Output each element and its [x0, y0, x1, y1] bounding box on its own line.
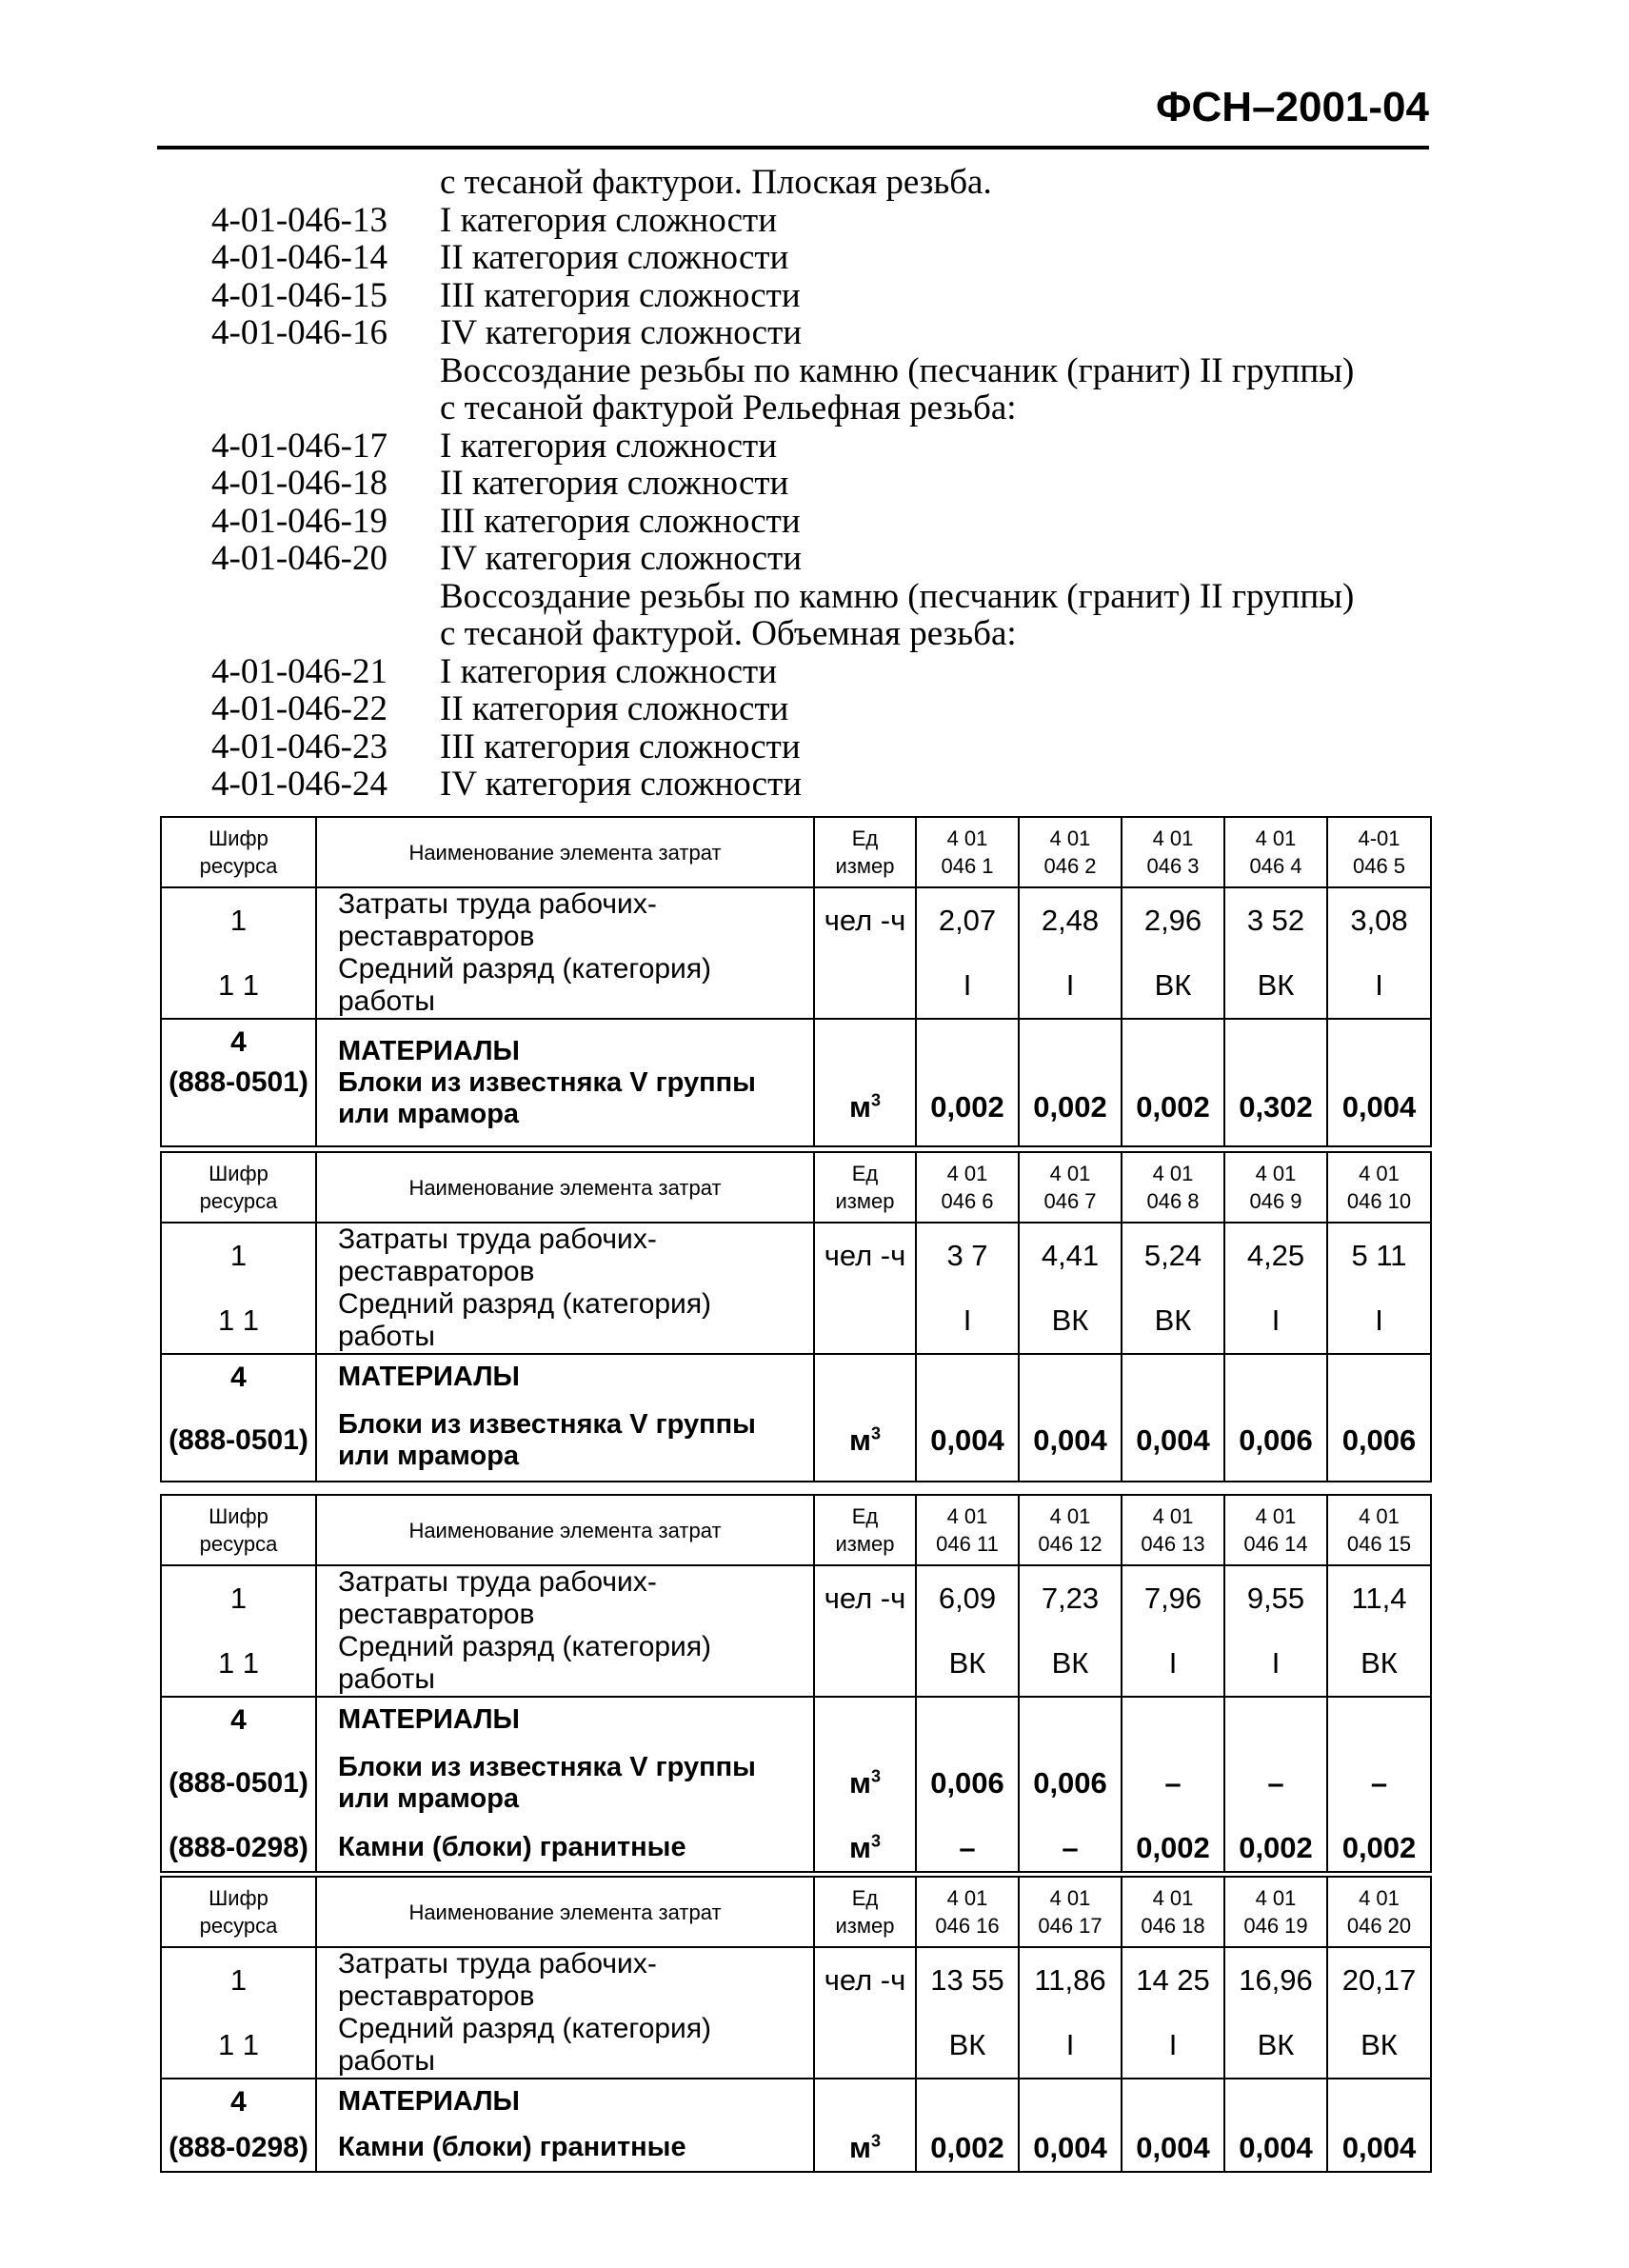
col-norm-header: 4 01 046 9 — [1224, 1152, 1327, 1223]
material-value: 0,004 — [1224, 2124, 1327, 2172]
grade-name: Средний разряд (категория) работы — [316, 2013, 814, 2079]
work-item-description: I категория сложности — [440, 426, 778, 466]
material-value: 0,302 — [1224, 1019, 1327, 1146]
labor-value: 13 55 — [916, 1947, 1019, 2013]
grade-code: 1 1 — [161, 1631, 316, 1697]
empty-cell — [1327, 1354, 1431, 1400]
work-item-description: IV категория сложности — [440, 765, 803, 804]
grade-value: ВК — [1327, 1631, 1431, 1697]
labor-code: 1 — [161, 1947, 316, 2013]
limestone-unit: $м^3$ — [814, 1400, 916, 1482]
labor-value: 7,23 — [1019, 1565, 1122, 1631]
grade-value: ВК — [1019, 1288, 1122, 1354]
material-value: 0,004 — [1327, 1019, 1431, 1146]
col-norm-header: 4 01 046 1 — [916, 817, 1019, 887]
col-name-header: Наименование элемента затрат — [316, 1877, 814, 1947]
limestone-row — [161, 1400, 1431, 1482]
work-item-line — [211, 690, 1449, 728]
work-item-line — [211, 540, 1449, 578]
work-item-code: 4-01-046-20 — [211, 539, 387, 578]
work-item-code — [211, 352, 440, 390]
material-value: 0,004 — [916, 1400, 1019, 1482]
empty-cell — [1019, 1697, 1122, 1742]
work-item-description: II категория сложности — [440, 464, 789, 503]
material-value: 0,004 — [1122, 2124, 1224, 2172]
materials-code: 4 — [161, 1697, 316, 1742]
grade-value: I — [916, 953, 1019, 1019]
col-norm-header: 4 01 046 6 — [916, 1152, 1019, 1223]
grade-value: I — [1019, 953, 1122, 1019]
work-items-list — [211, 164, 1449, 804]
work-item-code: 4-01-046-21 — [211, 651, 387, 691]
granite-name: Камни (блоки) гранитные — [316, 2124, 814, 2172]
grade-value: ВК — [1327, 2013, 1431, 2079]
cost-table-1 — [160, 816, 1432, 1147]
work-item-line — [211, 728, 1449, 766]
grade-value: I — [1122, 1631, 1224, 1697]
limestone-row — [161, 1742, 1431, 1824]
col-name-header: Наименование элемента затрат — [316, 1495, 814, 1565]
materials-code: 4 (888-0501) — [161, 1019, 316, 1146]
col-norm-header: 4 01 046 17 — [1019, 1877, 1122, 1947]
empty-cell — [1122, 1697, 1224, 1742]
labor-code: 1 — [161, 1565, 316, 1631]
materials-title-row — [161, 2079, 1431, 2124]
empty-cell — [1122, 2079, 1224, 2124]
limestone-code: (888-0501) — [161, 1400, 316, 1482]
col-name-header: Наименование элемента затрат — [316, 817, 814, 887]
col-norm-header: 4 01 046 13 — [1122, 1495, 1224, 1565]
labor-row — [161, 1947, 1431, 2013]
work-item-description: II категория сложности — [440, 689, 789, 728]
table-header-row — [161, 1495, 1431, 1565]
materials-title-row — [161, 1354, 1431, 1400]
granite-unit: $м^3$ — [814, 2124, 916, 2172]
document-code-header: ФСН–2001-04 — [1155, 84, 1429, 130]
table-header-row — [161, 1152, 1431, 1223]
materials-code: 4 — [161, 1354, 316, 1400]
work-item-description: III категория сложности — [440, 275, 801, 315]
grade-value: ВК — [1122, 953, 1224, 1019]
work-item-description: Воссоздание резьбы по камню (песчаник (гранит) II группы) — [440, 576, 1355, 616]
work-item-description: с тесаной фактурои. Плоская резьба. — [440, 163, 992, 202]
col-code-header: Шифр ресурса — [161, 1495, 316, 1565]
empty-cell — [814, 1697, 916, 1742]
empty-cell — [1327, 1697, 1431, 1742]
labor-value: 5,24 — [1122, 1223, 1224, 1288]
labor-value: 14 25 — [1122, 1947, 1224, 2013]
materials-title: МАТЕРИАЛЫ — [316, 1697, 814, 1742]
col-norm-header: 4 01 046 12 — [1019, 1495, 1122, 1565]
labor-value: 16,96 — [1224, 1947, 1327, 2013]
labor-name: Затраты труда рабочих-реставраторов — [316, 1223, 814, 1288]
cost-table-3 — [160, 1494, 1432, 1873]
grade-value: ВК — [1224, 953, 1327, 1019]
material-value: 0,006 — [1224, 1400, 1327, 1482]
empty-cell — [1019, 1354, 1122, 1400]
material-value: – — [1327, 1742, 1431, 1824]
grade-row — [161, 2013, 1431, 2079]
labor-unit: чел -ч — [814, 1565, 916, 1631]
empty-cell — [916, 1697, 1019, 1742]
material-value: 0,002 — [1122, 1019, 1224, 1146]
grade-value: I — [1327, 1288, 1431, 1354]
labor-value: 3,08 — [1327, 887, 1431, 953]
empty-cell — [814, 2079, 916, 2124]
labor-value: 2,48 — [1019, 887, 1122, 953]
work-item-description: IV категория сложности — [440, 313, 803, 352]
work-item-line — [211, 277, 1449, 315]
labor-row — [161, 1565, 1431, 1631]
grade-value: ВК — [1224, 2013, 1327, 2079]
materials-row — [161, 1019, 1431, 1146]
grade-value: I — [1122, 2013, 1224, 2079]
labor-name: Затраты труда рабочих-реставраторов — [316, 887, 814, 953]
work-item-code: 4-01-046-22 — [211, 689, 387, 728]
material-value: 0,004 — [1019, 2124, 1122, 2172]
work-item-line — [211, 202, 1449, 240]
work-item-description: Воссоздание резьбы по камню (песчаник (гранит) II группы) — [440, 350, 1355, 390]
material-value: – — [1019, 1824, 1122, 1872]
col-norm-header: 4 01 046 14 — [1224, 1495, 1327, 1565]
material-value: 0,006 — [1327, 1400, 1431, 1482]
material-value: 0,002 — [916, 2124, 1019, 2172]
col-norm-header: 4 01 046 3 — [1122, 817, 1224, 887]
work-item-description: с тесаной фактурой Рельефная резьба: — [440, 388, 1017, 428]
labor-value: 4,25 — [1224, 1223, 1327, 1288]
work-item-description: I категория сложности — [440, 200, 778, 240]
labor-value: 4,41 — [1019, 1223, 1122, 1288]
grade-value: ВК — [916, 2013, 1019, 2079]
col-code-header: Шифр ресурса — [161, 1877, 316, 1947]
limestone-name: Блоки из известняка V группы или мрамора — [316, 1742, 814, 1824]
materials-code: 4 — [161, 2079, 316, 2124]
labor-unit: чел -ч — [814, 1223, 916, 1288]
col-norm-header: 4 01 046 11 — [916, 1495, 1019, 1565]
header-rule — [157, 146, 1429, 149]
col-norm-header: 4-01 046 5 — [1327, 817, 1431, 887]
work-item-code: 4-01-046-23 — [211, 726, 387, 766]
work-item-code: 4-01-046-19 — [211, 501, 387, 541]
col-norm-header: 4 01 046 8 — [1122, 1152, 1224, 1223]
work-item-code: 4-01-046-17 — [211, 426, 387, 466]
granite-code: (888-0298) — [161, 2124, 316, 2172]
material-value: – — [916, 1824, 1019, 1872]
col-unit-header: Ед измер — [814, 1495, 916, 1565]
materials-title: МАТЕРИАЛЫ — [316, 2079, 814, 2124]
col-norm-header: 4 01 046 15 — [1327, 1495, 1431, 1565]
labor-unit: чел -ч — [814, 1947, 916, 2013]
work-item-line — [211, 653, 1449, 691]
grade-value: I — [916, 1288, 1019, 1354]
grade-value: I — [1327, 953, 1431, 1019]
labor-value: 7,96 — [1122, 1565, 1224, 1631]
work-item-description: с тесаной фактурой. Объемная резьба: — [440, 614, 1017, 653]
grade-row — [161, 1631, 1431, 1697]
work-item-description: IV категория сложности — [440, 539, 803, 578]
work-item-description: III категория сложности — [440, 726, 801, 766]
labor-row — [161, 1223, 1431, 1288]
material-value: 0,004 — [1327, 2124, 1431, 2172]
col-unit-header: Ед измер — [814, 1152, 916, 1223]
grade-name: Средний разряд (категория) работы — [316, 953, 814, 1019]
grade-unit — [814, 1631, 916, 1697]
col-norm-header: 4 01 046 20 — [1327, 1877, 1431, 1947]
table-header-row — [161, 817, 1431, 887]
grade-name: Средний разряд (категория) работы — [316, 1288, 814, 1354]
col-norm-header: 4 01 046 10 — [1327, 1152, 1431, 1223]
empty-cell — [814, 1354, 916, 1400]
material-value: – — [1224, 1742, 1327, 1824]
grade-row — [161, 953, 1431, 1019]
material-value: 0,006 — [1019, 1742, 1122, 1824]
work-item-description: I категория сложности — [440, 651, 778, 691]
material-value: 0,004 — [1122, 1400, 1224, 1482]
material-value: 0,002 — [1224, 1824, 1327, 1872]
labor-name: Затраты труда рабочих-реставраторов — [316, 1947, 814, 2013]
labor-value: 11,86 — [1019, 1947, 1122, 2013]
material-value: 0,002 — [1327, 1824, 1431, 1872]
table-header-row — [161, 1877, 1431, 1947]
labor-name: Затраты труда рабочих-реставраторов — [316, 1565, 814, 1631]
material-value: 0,002 — [916, 1019, 1019, 1146]
grade-code: 1 1 — [161, 1288, 316, 1354]
work-item-line — [211, 239, 1449, 277]
empty-cell — [1019, 2079, 1122, 2124]
work-item-line — [211, 389, 1449, 428]
work-item-code — [211, 578, 440, 616]
work-item-code: 4-01-046-24 — [211, 765, 387, 804]
grade-value: ВК — [1019, 1631, 1122, 1697]
labor-value: 3 7 — [916, 1223, 1019, 1288]
grade-unit — [814, 2013, 916, 2079]
grade-unit — [814, 953, 916, 1019]
labor-value: 2,96 — [1122, 887, 1224, 953]
labor-value: 3 52 — [1224, 887, 1327, 953]
granite-name: Камни (блоки) гранитные — [316, 1824, 814, 1872]
col-norm-header: 4 01 046 7 — [1019, 1152, 1122, 1223]
grade-value: ВК — [1122, 1288, 1224, 1354]
col-name-header: Наименование элемента затрат — [316, 1152, 814, 1223]
granite-unit: $м^3$ — [814, 1824, 916, 1872]
granite-code: (888-0298) — [161, 1824, 316, 1872]
grade-code: 1 1 — [161, 2013, 316, 2079]
material-value: 0,002 — [1122, 1824, 1224, 1872]
material-value: 0,006 — [916, 1742, 1019, 1824]
grade-unit — [814, 1288, 916, 1354]
work-item-line — [211, 766, 1449, 804]
work-item-line — [211, 465, 1449, 503]
material-value: 0,002 — [1019, 1019, 1122, 1146]
limestone-code: (888-0501) — [161, 1742, 316, 1824]
col-unit-header: Ед измер — [814, 817, 916, 887]
grade-name: Средний разряд (категория) работы — [316, 1631, 814, 1697]
labor-code: 1 — [161, 887, 316, 953]
labor-value: 6,09 — [916, 1565, 1019, 1631]
labor-value: 5 11 — [1327, 1223, 1431, 1288]
work-item-line — [211, 578, 1449, 616]
work-item-code — [211, 164, 440, 202]
labor-value: 11,4 — [1327, 1565, 1431, 1631]
grade-row — [161, 1288, 1431, 1354]
col-norm-header: 4 01 046 18 — [1122, 1877, 1224, 1947]
col-unit-header: Ед измер — [814, 1877, 916, 1947]
labor-unit: чел -ч — [814, 887, 916, 953]
work-item-line — [211, 314, 1449, 352]
work-item-line — [211, 615, 1449, 653]
col-norm-header: 4 01 046 16 — [916, 1877, 1019, 1947]
cost-table-2 — [160, 1151, 1432, 1482]
limestone-name: Блоки из известняка V группы или мрамора — [316, 1400, 814, 1482]
work-item-code: 4-01-046-13 — [211, 200, 387, 240]
labor-value: 20,17 — [1327, 1947, 1431, 2013]
materials-title-row — [161, 1697, 1431, 1742]
grade-value: I — [1224, 1631, 1327, 1697]
col-code-header: Шифр ресурса — [161, 817, 316, 887]
work-item-code: 4-01-046-18 — [211, 464, 387, 503]
col-norm-header: 4 01 046 2 — [1019, 817, 1122, 887]
work-item-line — [211, 352, 1449, 390]
work-item-line — [211, 164, 1449, 202]
labor-row — [161, 887, 1431, 953]
work-item-description: II категория сложности — [440, 238, 789, 277]
limestone-unit: $м^3$ — [814, 1742, 916, 1824]
labor-value: 9,55 — [1224, 1565, 1327, 1631]
work-item-line — [211, 503, 1449, 541]
empty-cell — [1122, 1354, 1224, 1400]
cost-table-4 — [160, 1876, 1432, 2173]
work-item-line — [211, 428, 1449, 466]
col-norm-header: 4 01 046 19 — [1224, 1877, 1327, 1947]
materials-unit: $м^3$ — [814, 1019, 916, 1146]
col-norm-header: 4 01 046 4 — [1224, 817, 1327, 887]
work-item-code: 4-01-046-15 — [211, 275, 387, 315]
empty-cell — [1327, 2079, 1431, 2124]
grade-value: I — [1224, 1288, 1327, 1354]
grade-value: ВК — [916, 1631, 1019, 1697]
material-value: – — [1122, 1742, 1224, 1824]
labor-code: 1 — [161, 1223, 316, 1288]
grade-value: I — [1019, 2013, 1122, 2079]
empty-cell — [916, 2079, 1019, 2124]
material-value: 0,004 — [1019, 1400, 1122, 1482]
work-item-code: 4-01-046-14 — [211, 238, 387, 277]
empty-cell — [1224, 1697, 1327, 1742]
materials-title: МАТЕРИАЛЫ — [316, 1354, 814, 1400]
work-item-code: 4-01-046-16 — [211, 313, 387, 352]
labor-value: 2,07 — [916, 887, 1019, 953]
grade-code: 1 1 — [161, 953, 316, 1019]
work-item-description: III категория сложности — [440, 501, 801, 541]
granite-row — [161, 2124, 1431, 2172]
work-item-code — [211, 389, 440, 428]
empty-cell — [1224, 1354, 1327, 1400]
materials-name: МАТЕРИАЛЫ Блоки из известняка V группы или мрамора — [316, 1019, 814, 1146]
empty-cell — [1224, 2079, 1327, 2124]
empty-cell — [916, 1354, 1019, 1400]
work-item-code — [211, 615, 440, 653]
col-code-header: Шифр ресурса — [161, 1152, 316, 1223]
granite-row — [161, 1824, 1431, 1872]
